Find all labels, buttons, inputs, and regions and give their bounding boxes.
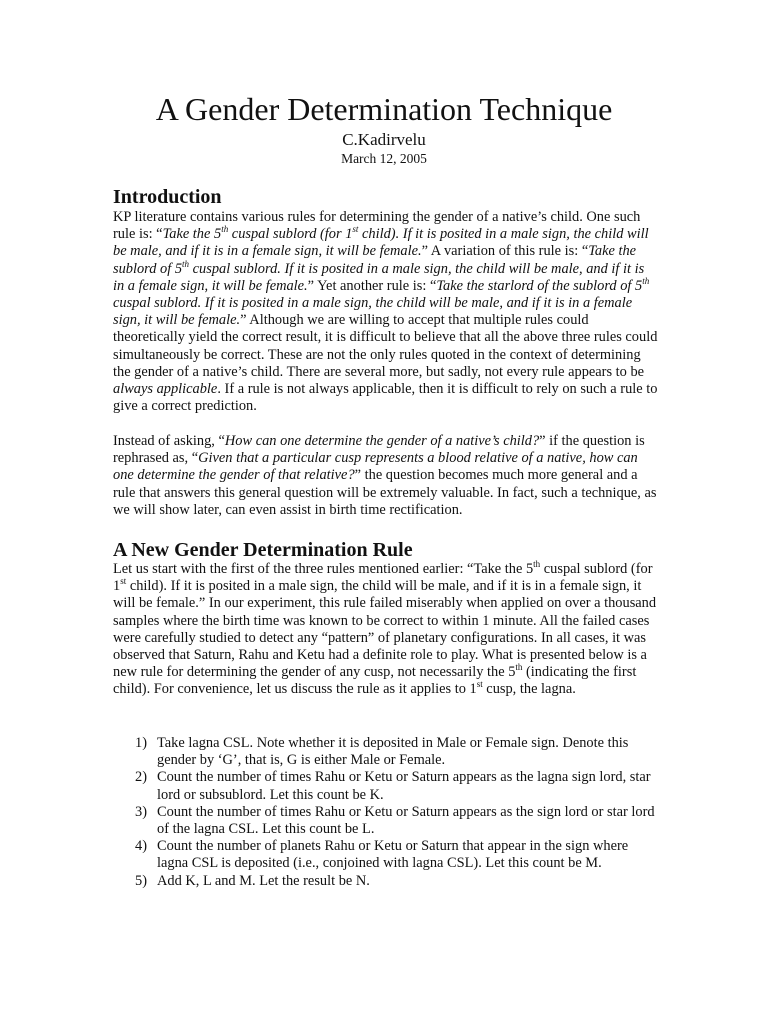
list-item [113,804,658,838]
document-author: C.Kadirvelu [342,130,426,149]
step-number: 2) [135,769,147,786]
document-title: A Gender Determination Technique [155,91,613,127]
step-text: Take lagna CSL. Note whether it is deposited in Male or Female sign. Denote this gender by ‘G’, that is, G is either Male or Female. [157,735,629,769]
list-item [113,873,658,890]
step-text: Count the number of times Rahu or Ketu or Saturn appears as the lagna sign lord, star lord or subsublord. Let this count be K. [157,769,651,803]
step-number: 3) [135,803,147,820]
list-item [113,838,658,872]
intro-paragraph-1: KP literature contains various rules for determining the gender of a native’s child. One such rule is: “Take the 5th cuspal sublord (for 1st child). If it is posited in a male sign, the child will be male, and if it is in a female sign, it will be female.” A variation of this rule is: “Take the sublord of 5th cuspal sublord. If it is posited in a male sign, the child will be male, and if it is in a female sign, it will be female.” Yet another rule is: “Take the starlord of the sublord of 5th cuspal sublord. If it is posited in a male sign, the child will be male, and if it is in a female sign, it will be female.” Although we are willing to accept that multiple rules could theoretically yield the correct result, it is difficult to believe that all the above three rules could simultaneously be correct. These are not the only rules quoted in the context of determining the gender of a native’s child. There are several more, but sadly, not every rule appears to be always applicable. If a rule is not always applicable, then it is difficult to rely on such a rule to give a correct prediction. [113,209,658,415]
step-number: 4) [135,838,147,855]
step-number: 1) [135,735,147,751]
intro-paragraph-2: Instead of asking, “How can one determine the gender of a native’s child?” if the question is rephrased as, “Given that a particular cusp represents a blood relative of a native, how can one determine the gender of that relative?” the question becomes much more general and a rule that answers this general question will be extremely valuable. In fact, such a technique, as we will show later, can even assist in birth time rectification. [113,433,657,518]
rule-paragraph: Let us start with the first of the three rules mentioned earlier: “Take the 5th cuspal sublord (for 1st child). If it is posited in a male sign, the child will be male, and if it is in a female sign, it will be female.” In our experiment, this rule failed miserably when applied on over a thousand samples where the birth time was known to be correct to within 1 minute. All the failed cases were carefully studied to detect any “pattern” of planetary configurations. In all cases, it was observed that Saturn, Rahu and Ketu had a definite role to play. What is presented below is a new rule for determining the gender of any cusp, not necessarily the 5th (indicating the first child). For convenience, let us discuss the rule as it applies to 1st cusp, the lagna. [113,559,657,698]
list-item [113,769,658,803]
step-text: Add K, L and M. Let the result be N. [157,872,370,889]
document-date: March 12, 2005 [341,151,427,166]
section-heading-introduction: Introduction [113,186,222,208]
section-heading-new-rule: A New Gender Determination Rule [113,539,413,561]
rule-steps-list [113,735,658,890]
step-text: Count the number of times Rahu or Ketu or Saturn appears as the sign lord or star lord of the lagna CSL. Let this count be L. [157,803,655,838]
list-item [113,735,658,769]
step-number: 5) [135,872,147,889]
step-text: Count the number of planets Rahu or Ketu or Saturn that appear in the sign where lagna CSL is deposited (i.e., conjoined with lagna CSL). Let this count be M. [157,838,629,872]
